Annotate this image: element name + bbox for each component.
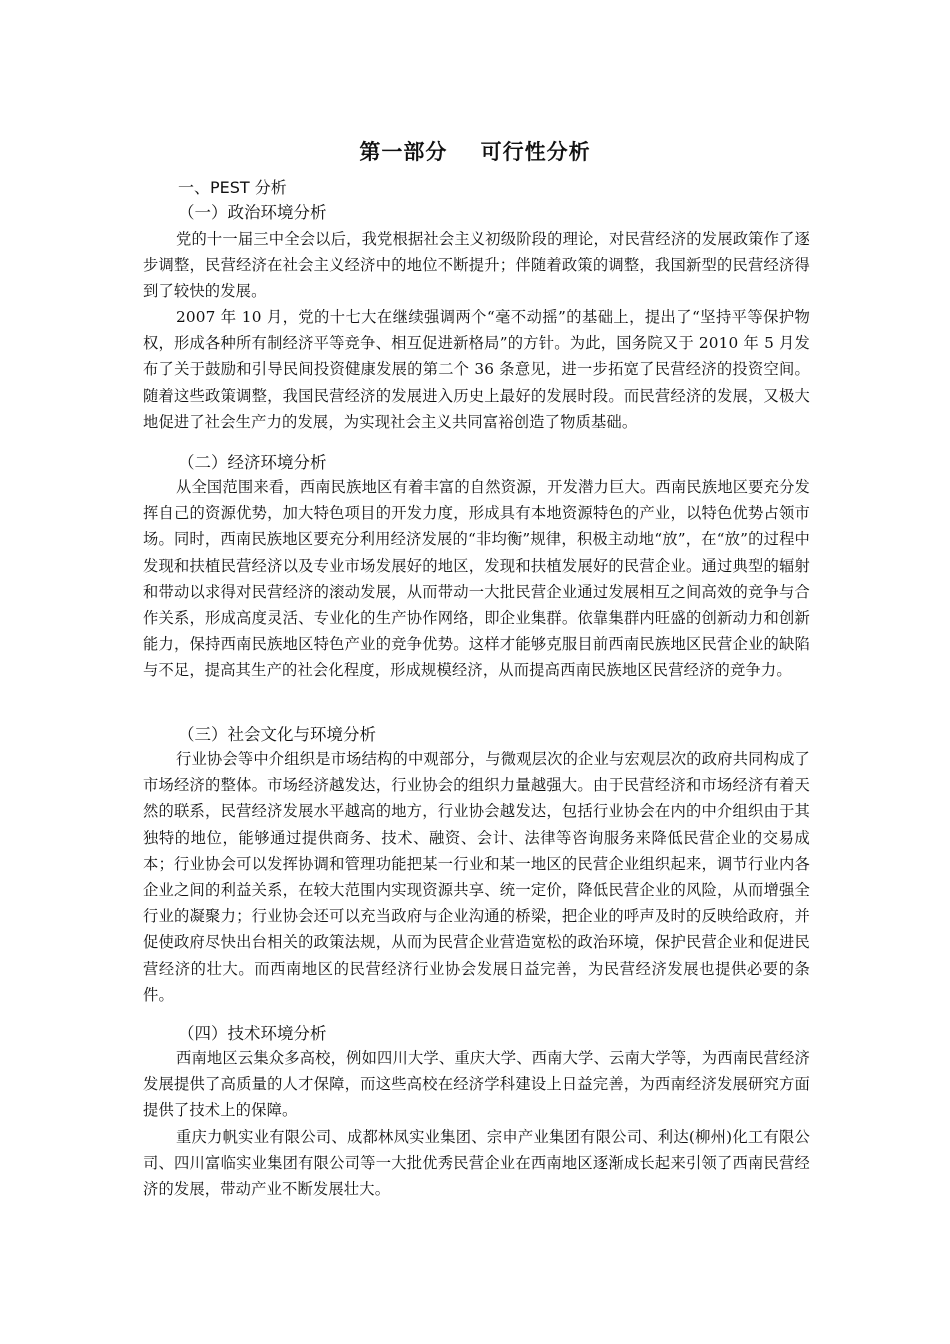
page-title: 第一部分 可行性分析 xyxy=(359,140,591,164)
paragraph-political-2: 2007 年 10 月，党的十七大在继续强调两个“毫不动摇”的基础上，提出了“坚持平等保护物权，形成各种所有制经济平等竞争、相互促进新格局”的方针。为此，国务院又于 2010 年 5 月发布了关于鼓励和引导民间投资健康发展的第二个 36 条意见，进一步拓宽了民营经济的投资空间。随着这些政策调整，我国民营经济的发展进入历史上最好的发展时段。而民营经济的发展，又极大地促进了社会生产力的发展，为实现社会主义共同富裕创造了物质基础。 xyxy=(143,308,810,431)
subsection-heading-social: （三）社会文化与环境分析 xyxy=(178,725,376,744)
paragraph-technology-1: 西南地区云集众多高校，例如四川大学、重庆大学、西南大学、云南大学等，为西南民营经济发展提供了高质量的人才保障，而这些高校在经济学科建设上日益完善，为西南经济发展研究方面提供了技术上的保障。 xyxy=(143,1049,810,1120)
paragraph-political-1: 党的十一届三中全会以后，我党根据社会主义初级阶段的理论，对民营经济的发展政策作了逐步调整，民营经济在社会主义经济中的地位不断提升；伴随着政策的调整，我国新型的民营经济得到了较快的发展。 xyxy=(143,230,810,301)
section-heading-pest: 一、PEST 分析 xyxy=(178,178,287,197)
paragraph-economic-1: 从全国范围来看，西南民族地区有着丰富的自然资源，开发潜力巨大。西南民族地区要充分发挥自己的资源优势，加大特色项目的开发力度，形成具有本地资源特色的产业，以特色优势占领市场。同时，西南民族地区要充分利用经济发展的“非均衡”规律，积极主动地“放”，在“放”的过程中发现和扶植民营经济以及专业市场发展好的地区，发现和扶植发展好的民营企业。通过典型的辐射和带动以求得对民营经济的滚动发展，从而带动一大批民营企业通过发展相互之间高效的竞争与合作关系，形成高度灵活、专业化的生产协作网络，即企业集群。依靠集群内旺盛的创新动力和创新能力，保持西南民族地区特色产业的竞争优势。这样才能够克服目前西南民族地区民营企业的缺陷与不足，提高其生产的社会化程度，形成规模经济，从而提高西南民族地区民营经济的竞争力。 xyxy=(143,478,810,680)
paragraph-social-1: 行业协会等中介组织是市场结构的中观部分，与微观层次的企业与宏观层次的政府共同构成了市场经济的整体。市场经济越发达，行业协会的组织力量越强大。由于民营经济和市场经济有着天然的联系，民营经济发展水平越高的地方，行业协会越发达，包括行业协会在内的中介组织由于其独特的地位，能够通过提供商务、技术、融资、会计、法律等咨询服务来降低民营企业的交易成本；行业协会可以发挥协调和管理功能把某一行业和某一地区的民营企业组织起来，调节行业内各企业之间的利益关系，在较大范围内实现资源共享、统一定价，降低民营企业的风险，从而增强全行业的凝聚力；行业协会还可以充当政府与企业沟通的桥梁，把企业的呼声及时的反映给政府，并促使政府尽快出台相关的政策法规，从而为民营企业营造宽松的政治环境，保护民营企业和促进民营经济的壮大。而西南地区的民营经济行业协会发展日益完善，为民营经济发展也提供必要的条件。 xyxy=(143,750,810,1004)
subsection-heading-political: （一）政治环境分析 xyxy=(178,203,327,222)
subsection-heading-economic: （二）经济环境分析 xyxy=(178,453,327,472)
paragraph-technology-2: 重庆力帆实业有限公司、成都林凤实业集团、宗申产业集团有限公司、利达(柳州)化工有限公司、四川富临实业集团有限公司等一大批优秀民营企业在西南地区逐渐成长起来引领了西南民营经济的发展，带动产业不断发展壮大。 xyxy=(143,1128,810,1199)
subsection-heading-technology: （四）技术环境分析 xyxy=(178,1024,327,1043)
